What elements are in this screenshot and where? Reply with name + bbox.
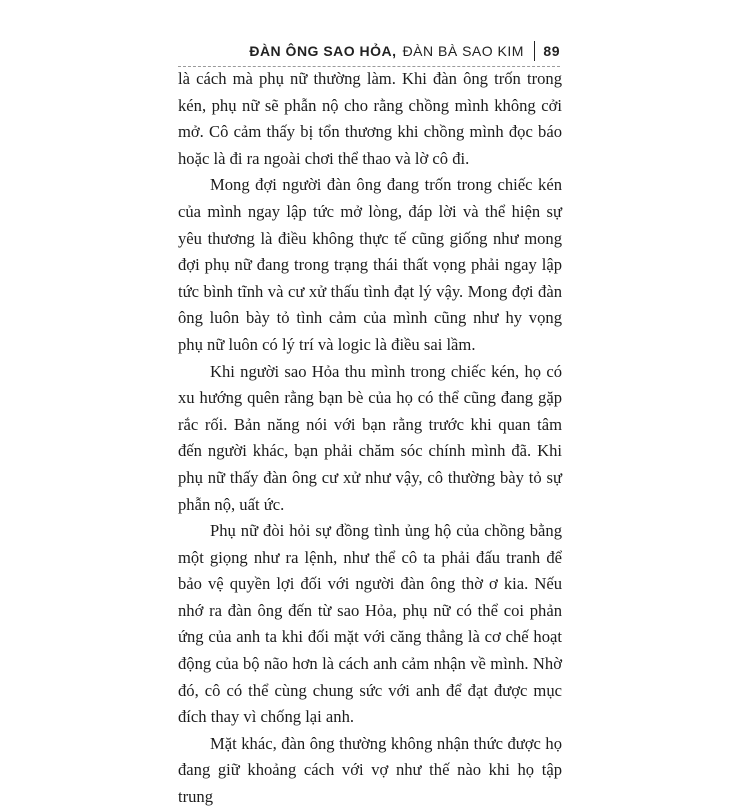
paragraph-1: là cách mà phụ nữ thường làm. Khi đàn ông trốn trong kén, phụ nữ sẽ phẫn nộ cho rằng chồng mình không cởi mở. Cô cảm thấy bị tổn thương khi chồng mình đọc báo hoặc là đi ra ngoài chơi thể thao và lờ cô đi. bbox=[178, 69, 562, 168]
page-number: 89 bbox=[543, 43, 560, 59]
body-text bbox=[178, 66, 562, 811]
book-title: ĐÀN ÔNG SAO HỎA, bbox=[249, 43, 397, 59]
paragraph-4: Phụ nữ đòi hỏi sự đồng tình ủng hộ của chồng bằng một giọng như ra lệnh, như thể cô ta phải đấu tranh để bảo vệ quyền lợi đối với người đàn ông thờ ơ kia. Nếu nhớ ra đàn ông đến từ sao Hỏa, phụ nữ có thể coi phản ứng của anh ta khi đối mặt với căng thẳng là cơ chế hoạt động của bộ não hơn là cách anh cảm nhận về mình. Nhờ đó, cô có thể cùng chung sức với anh để đạt được mục đích thay vì chống lại anh. bbox=[178, 521, 562, 727]
header-separator bbox=[534, 41, 536, 61]
running-header bbox=[249, 38, 560, 64]
book-title-second-part: ĐÀN BÀ SAO KIM bbox=[402, 43, 524, 59]
paragraph-3: Khi người sao Hỏa thu mình trong chiếc kén, họ có xu hướng quên rằng bạn bè của họ có thể cũng đang gặp rắc rối. Bản năng nói với bạn rằng trước khi quan tâm đến người khác, bạn phải chăm sóc chính mình đã. Khi phụ nữ thấy đàn ông cư xử như vậy, cô thường bày tỏ sự phẫn nộ, uất ức. bbox=[178, 361, 562, 514]
paragraph-5: Mặt khác, đàn ông thường không nhận thức được họ đang giữ khoảng cách với vợ như thế nào khi họ tập trung bbox=[178, 733, 562, 807]
paragraph-2: Mong đợi người đàn ông đang trốn trong chiếc kén của mình ngay lập tức mở lòng, đáp lời và thể hiện sự yêu thương là điều không thực tế cũng giống như mong đợi phụ nữ đang trong trạng thái thất vọng phải ngay lập tức bình tĩnh và cư xử thấu tình đạt lý vậy. Mong đợi đàn ông luôn bày tỏ tình cảm của mình cũng như hy vọng phụ nữ luôn có lý trí và logic là điều sai lầm. bbox=[178, 175, 562, 354]
